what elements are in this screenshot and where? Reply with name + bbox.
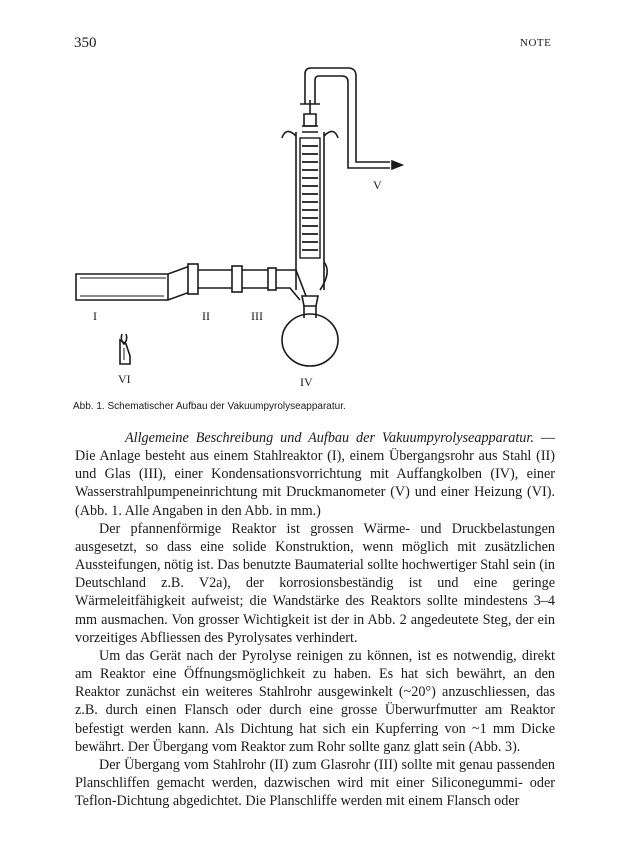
paragraph-3: Um das Gerät nach der Pyrolyse reinigen zu können, ist es notwendig, direkt am Reaktor eine Öffnungsmöglichkeit zu haben. Es hat sich bewährt, an den Reaktor zunächst ein weiteres Stahlrohr ausgewinkelt (~20°) anzuschliessen, das z.B. durch einen Flansch oder durch eine grosse Überwurfmutter am Reaktor befestigt werden kann. Als Dichtung hat sich ein Kupferring von ~1 mm Dicke bewährt. Der Übergang vom Reaktor zum Rohr sollte ganz glatt sein (Abb. 3). <box>75 647 555 755</box>
page-number: 350 <box>74 35 97 51</box>
body-text <box>75 429 555 810</box>
figure-label-III: III <box>251 309 263 323</box>
paragraph-2: Der pfannenförmige Reaktor ist grossen Wärme- und Druckbelastungen ausgesetzt, so dass eine solide Konstruktion, wenn möglich mit zusätzlichen Aussteifungen, nötig ist. Das benutzte Baumaterial sollte hochwertiger Stahl sein (in Deutschland z.B. V2a), der korrosionsbeständig ist und eine geringe Wärmeleitfähigkeit aufweist; die Wandstärke des Reaktors sollte mindestens 3–4 mm ausmachen. Von grosser Wichtigkeit ist der in Abb. 2 angedeutete Steg, der ein vorzeitiges Abfliessen des Pyrolysates verhindert. <box>75 520 555 646</box>
paragraph-4: Der Übergang vom Stahlrohr (II) zum Glasrohr (III) sollte mit genau passenden Planschliffen gemacht werden, dazwischen wird mit einer Siliconegummi- oder Teflon-Dichtung abgedichtet. Die Planschliffe werden mit einem Flansch oder <box>75 756 555 810</box>
figure-caption: Abb. 1. Schematischer Aufbau der Vakuumpyrolyseapparatur. <box>73 401 346 412</box>
figure-label-VI: VI <box>118 372 131 386</box>
figure-label-I: I <box>93 309 97 323</box>
figure-label-IV: IV <box>300 375 313 389</box>
figure-label-V: V <box>373 178 382 192</box>
condenser <box>282 68 402 290</box>
transfer-tube <box>188 264 306 300</box>
paragraph-1 <box>75 429 555 520</box>
paragraph-1-text: — Die Anlage besteht aus einem Stahlreaktor (I), einem Übergangsrohr aus Stahl (II) und Glas (III), einer Kondensationsvorrichtung mit Auffangkolben (IV), einer Wasserstrahlpumpeneinrichtung mit Druckmanometer (V) und einer Heizung (VI). (Abb. 1. Alle Angaben in den Abb. in mm.) <box>75 430 555 519</box>
running-head: NOTE <box>520 37 552 49</box>
heater-burner <box>120 334 130 364</box>
receiving-flask <box>282 296 338 366</box>
section-heading: Allgemeine Beschreibung und Aufbau der Vakuumpyrolyseapparatur. <box>125 430 534 446</box>
apparatus-diagram <box>0 0 624 420</box>
figure-label-II: II <box>202 309 210 323</box>
steel-reactor <box>76 266 190 300</box>
apparatus-figure <box>0 0 624 420</box>
